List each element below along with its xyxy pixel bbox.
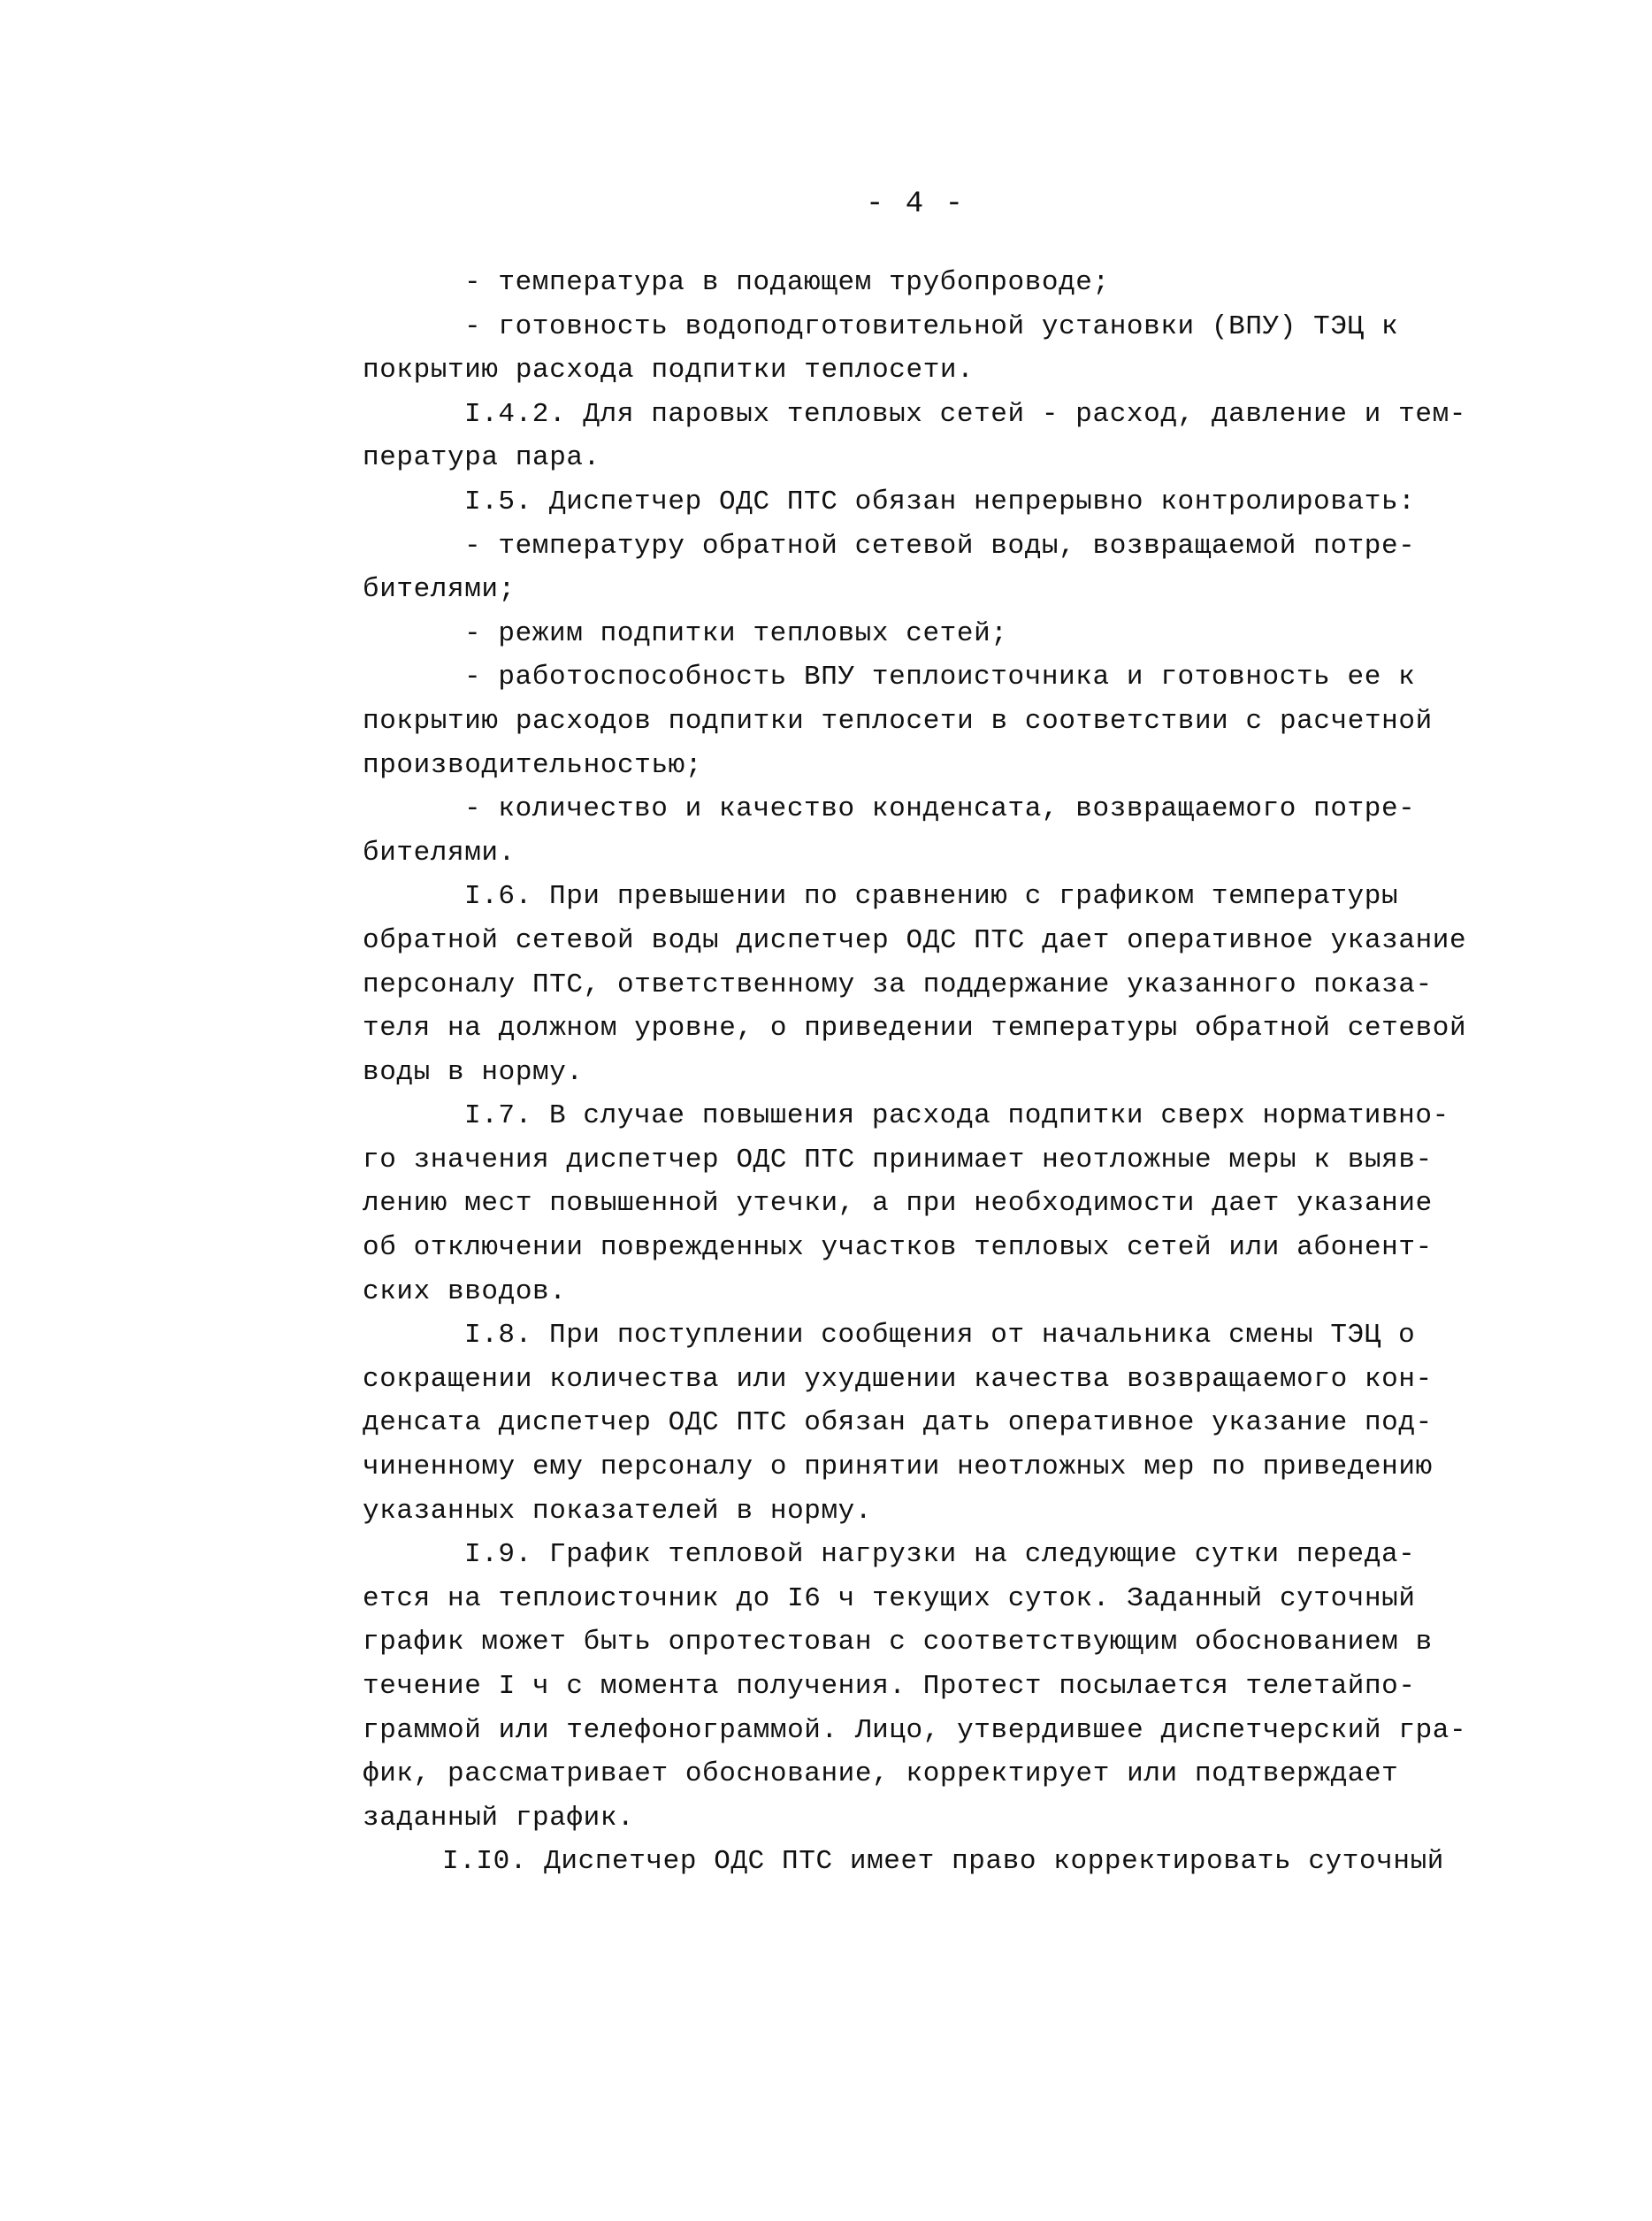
text-line: денсата диспетчер ОДС ПТС обязан дать оперативное указание под- — [363, 1407, 1433, 1439]
text-line: воды в норму. — [363, 1056, 584, 1088]
text-line: график может быть опротестован с соответствующим обоснованием в — [363, 1627, 1433, 1658]
text-line: I.5. Диспетчер ОДС ПТС обязан непрерывно контролировать: — [464, 486, 1416, 517]
text-line: I.6. При превышении по сравнению с графиком температуры — [464, 881, 1399, 913]
text-line: об отключении поврежденных участков тепловых сетей или абонент- — [363, 1232, 1433, 1264]
text-line: пература пара. — [363, 442, 600, 474]
text-line: производительностью; — [363, 749, 703, 781]
text-line: указанных показателей в норму. — [363, 1495, 873, 1527]
text-line: теля на должном уровне, о приведении температуры обратной сетевой — [363, 1013, 1467, 1045]
text-line: I.I0. Диспетчер ОДС ПТС имеет право корректировать суточный — [442, 1846, 1444, 1878]
text-line: ется на теплоисточник до I6 ч текущих суток. Заданный суточный — [363, 1582, 1416, 1614]
text-line: - готовность водоподготовительной установки (ВПУ) ТЭЦ к — [464, 310, 1399, 342]
text-line: I.7. В случае повышения расхода подпитки сверх нормативно- — [464, 1100, 1449, 1132]
text-line: сокращении количества или ухудшении качества возвращаемого кон- — [363, 1363, 1433, 1395]
text-line: - работоспособность ВПУ теплоисточника и готовность ее к — [464, 662, 1416, 693]
text-line: - режим подпитки тепловых сетей; — [464, 617, 1008, 649]
document-body — [363, 261, 1530, 1884]
text-line: обратной сетевой воды диспетчер ОДС ПТС дает оперативное указание — [363, 924, 1467, 956]
text-line: персоналу ПТС, ответственному за поддержание указанного показа- — [363, 969, 1433, 1000]
text-line: фик, рассматривает обоснование, корректирует или подтверждает — [363, 1758, 1399, 1790]
text-line: бителями; — [363, 574, 516, 606]
text-line: покрытию расходов подпитки теплосети в соответствии с расчетной — [363, 705, 1433, 737]
text-line: - температура в подающем трубопроводе; — [464, 267, 1110, 298]
text-line: - температуру обратной сетевой воды, возвращаемой потре- — [464, 530, 1416, 562]
text-line: ских вводов. — [363, 1275, 567, 1307]
text-line: I.4.2. Для паровых тепловых сетей - расход, давление и тем- — [464, 398, 1466, 430]
text-line: течение I ч с момента получения. Протест посылается телетайпо- — [363, 1671, 1416, 1702]
text-line: - количество и качество конденсата, возвращаемого потре- — [464, 793, 1416, 825]
text-line: I.9. График тепловой нагрузки на следующие сутки переда- — [464, 1539, 1416, 1571]
text-line: го значения диспетчер ОДС ПТС принимает неотложные меры к выяв- — [363, 1144, 1433, 1176]
text-line: лению мест повышенной утечки, а при необходимости дает указание — [363, 1188, 1433, 1220]
text-line: чиненному ему персоналу о принятии неотложных мер по приведению — [363, 1451, 1433, 1483]
page-number: - 4 - — [865, 188, 966, 221]
text-line: заданный график. — [363, 1802, 635, 1834]
text-line: граммой или телефонограммой. Лицо, утвердившее диспетчерский гра- — [363, 1714, 1467, 1746]
text-line: бителями. — [363, 837, 516, 869]
text-line: покрытию расхода подпитки теплосети. — [363, 355, 975, 387]
text-line: I.8. При поступлении сообщения от начальника смены ТЭЦ о — [464, 1320, 1416, 1352]
